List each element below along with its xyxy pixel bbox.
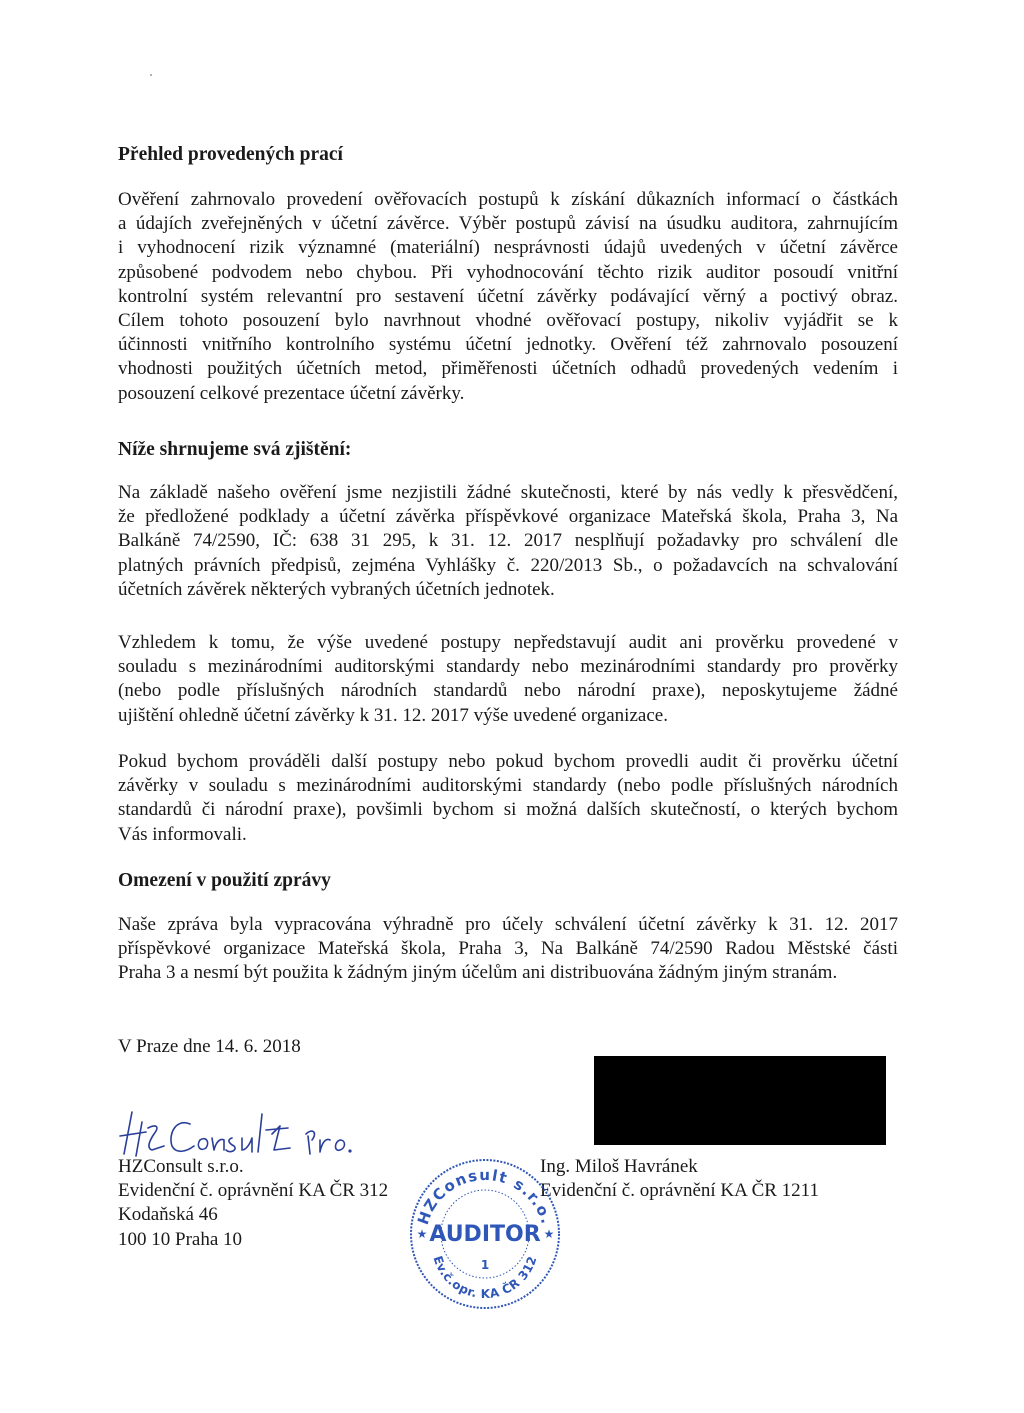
firm-city: 100 10 Praha 10 [118,1228,243,1250]
text-line: souladu s mezinárodními auditorskými standardy nebo mezinárodními standardy pro prověrky [118,656,898,678]
text-line: Cílem tohoto posouzení bylo navrhnout vhodné ověřovací postupy, nikoliv vyjádřit se k [118,310,898,332]
stamp-center-text: AUDITOR [429,1222,541,1247]
place-date: V Praze dne 14. 6. 2018 [118,1036,301,1057]
firm-street: Kodaňská 46 [118,1204,218,1226]
auditor-name: Ing. Miloš Havránek [540,1156,698,1177]
text-line: platných právních předpisů, zejména Vyhlášky č. 220/2013 Sb., o požadavcích na schvalování [118,554,898,576]
text-line: účinnosti vnitřního kontrolního systému účetní jednotky. Ověření též zahrnovalo posouzení [118,334,898,356]
text-line: Vás informovali. [118,823,247,845]
firm-name: HZConsult s.r.o. [118,1156,244,1177]
heading-restriction: Omezení v použití zprávy [118,870,331,891]
firm-license: Evidenční č. oprávnění KA ČR 312 [118,1180,389,1202]
paragraph-findings-3 [118,750,898,847]
text-line: standardů či národní praxe), povšimli bychom si možná dalších skutečností, o kterých bychom [118,799,898,821]
text-line: závěrky v souladu s mezinárodními auditorskými standardy (nebo podle příslušných národních [118,775,898,797]
auditor-stamp [404,1153,566,1315]
text-line: Na základě našeho ověření jsme nezjistili žádné skutečnosti, které by nás vedly k přesvědčení, [118,482,898,503]
stamp-star-icon: ★ [543,1227,555,1241]
text-line: Vzhledem k tomu, že výše uvedené postupy nepředstavují audit ani prověrku provedené v [118,632,898,653]
paragraph-overview [118,188,898,406]
scan-speck [150,74,152,76]
text-line: posouzení celkové prezentace účetní závěrky. [118,382,465,404]
heading-findings: Níže shrnujeme svá zjištění: [118,439,352,460]
text-line: Ověření zahrnovalo provedení ověřovacích postupů k získání důkazních informací o částkách [118,189,898,210]
text-line: příspěvkové organizace Mateřská škola, Praha 3, Na Balkáně 74/2590 Radou Městské části [118,938,898,960]
svg-text:HZConsult s.r.o. [414,1166,556,1227]
firm-block [118,1155,388,1252]
auditor-license: Evidenční č. oprávnění KA ČR 1211 [540,1180,819,1202]
text-line: způsobené podvodem nebo chybou. Při vyhodnocování těchto rizik auditor posoudí vnitřní [118,261,898,283]
paragraph-findings-1 [118,481,898,602]
heading-overview: Přehled provedených prací [118,144,343,165]
paragraph-restriction [118,913,898,986]
stamp-star-icon: ★ [416,1227,428,1241]
text-line: že předložené podklady a účetní závěrka příspěvkové organizace Mateřská škola, Praha 3, Na [118,506,898,528]
text-line: vhodnosti použitých účetních metod, přiměřenosti účetních odhadů provedených vedením i [118,358,898,380]
text-line: Pokud bychom prováděli další postupy nebo pokud bychom provedli audit či prověrku účetní [118,751,898,772]
text-line: ujištění ohledně účetní závěrky k 31. 12. 2017 výše uvedené organizace. [118,704,668,726]
text-line: i vyhodnocení rizik významné (materiální) nesprávnosti údajů uvedených v účetní závěrce [118,237,898,259]
auditor-block [540,1155,819,1203]
text-line: Balkáně 74/2590, IČ: 638 31 295, k 31. 12. 2017 nesplňují požadavky pro schválení dle [118,530,898,552]
stamp-bottom-text: Ev.č.opr. KA ČR 312 [430,1254,540,1302]
stamp-top-text: HZConsult s.r.o. [413,1165,557,1227]
paragraph-findings-2 [118,631,898,728]
redaction-block [594,1056,886,1145]
text-line: kontrolní systém relevantní pro sestavení účetní závěrky podávající věrný a poctivý obraz. [118,285,898,307]
text-line: a údajích zveřejněných v účetní závěrce. Výběr postupů závisí na úsudku auditora, zahrnujícím [118,213,898,235]
stamp-number: 1 [480,1258,490,1272]
text-line: Praha 3 a nesmí být použita k žádným jiným účelům ani distribuována žádným jiným stranám. [118,962,838,984]
text-line: (nebo podle příslušných národních standardů nebo národní praxe), neposkytujeme žádné [118,680,898,702]
text-line: Naše zpráva byla vypracována výhradně pro účely schválení účetní závěrky k 31. 12. 2017 [118,914,898,935]
text-line: účetních závěrek některých vybraných účetních jednotek. [118,578,555,600]
